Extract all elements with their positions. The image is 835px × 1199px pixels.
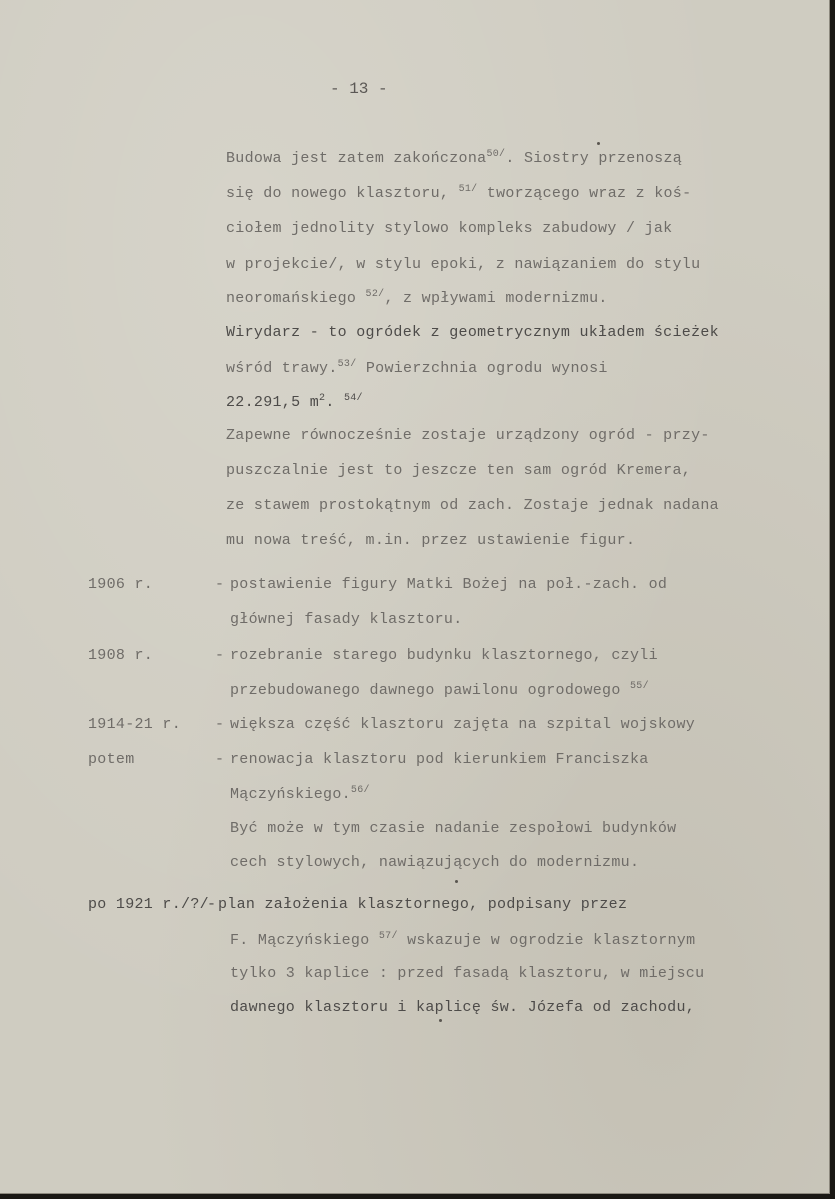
paragraph-2-line-2 [226,360,608,376]
chronology-line: Być może w tym czasie nadanie zespołowi budynków [230,820,677,837]
paragraph-3-line-4: mu nowa treść, m.in. przez ustawienie figur. [226,532,636,549]
paragraph-1-line-5 [226,290,608,306]
footnote-ref: 51/ [458,184,478,195]
text-fragment: tworzącego wraz z koś- [486,185,692,202]
footnote-ref: 56/ [350,785,370,796]
chronology-dash: - [207,896,217,913]
text-fragment: , z wpływami modernizmu. [384,290,608,307]
paragraph-1-line-4: w projekcie/, w stylu epoki, z nawiązaniem do stylu [226,256,701,273]
chronology-line: głównej fasady klasztoru. [230,611,463,628]
footnote-ref: 55/ [629,681,649,692]
text-fragment: F. Mączyńskiego [230,932,370,949]
paragraph-3-line-1: Zapewne równocześnie zostaje urządzony ogród - przy- [226,427,710,444]
paragraph-3-line-3: ze stawem prostokątnym od zach. Zostaje jednak nadana [226,497,719,514]
text-fragment: neoromańskiego [226,290,357,307]
paragraph-3-line-2: puszczalnie jest to jeszcze ten sam ogród Kremera, [226,462,692,479]
chronology-line: tylko 3 kaplice : przed fasadą klasztoru, w miejscu [230,965,705,982]
chronology-line: cech stylowych, nawiązujących do modernizmu. [230,854,640,871]
ink-speck [439,1019,442,1022]
chronology-dash: - [215,647,225,664]
text-fragment: przebudowanego dawnego pawilonu ogrodowego [230,682,621,699]
chronology-dash: - [215,751,225,768]
chronology-date: po 1921 r./?/ [88,896,209,913]
chronology-dash: - [215,576,225,593]
paragraph-1-line-3: ciołem jednolity stylowo kompleks zabudowy / jak [226,220,673,237]
footnote-ref: 50/ [486,149,506,160]
paragraph-2-line-3 [226,394,363,410]
paragraph-1-line-1 [226,150,682,166]
chronology-dash: - [215,716,225,733]
chronology-line: większa część klasztoru zajęta na szpital wojskowy [230,716,696,733]
chronology-line: renowacja klasztoru pod kierunkiem Franciszka [230,751,649,768]
chronology-line [230,682,649,698]
superscript: 2 [319,393,326,404]
paragraph-2-line-1: Wirydarz - to ogródek z geometrycznym układem ścieżek [226,324,719,341]
text-fragment: Mączyńskiego. [230,786,351,803]
paragraph-1-line-2 [226,185,691,201]
footnote-ref: 53/ [337,359,357,370]
text-fragment: Budowa jest zatem zakończona [226,150,487,167]
text-fragment: 22.291,5 m [226,394,320,411]
text-fragment: . Siostry przenoszą [505,150,683,167]
ink-speck [455,880,458,883]
chronology-line [230,932,695,948]
footnote-ref: 54/ [343,393,363,404]
footnote-ref: 57/ [378,931,398,942]
chronology-line: postawienie figury Matki Bożej na poł.-zach. od [230,576,668,593]
chronology-date: 1906 r. [88,576,154,593]
text-fragment: wskazuje w ogrodzie klasztornym [407,932,696,949]
page-number: - 13 - [330,80,388,98]
chronology-line: plan założenia klasztornego, podpisany przez [218,896,628,913]
chronology-date: 1914-21 r. [88,716,182,733]
chronology-line: dawnego klasztoru i kaplicę św. Józefa od zachodu, [230,999,696,1016]
chronology-line [230,786,370,802]
text-fragment: Powierzchnia ogrodu wynosi [365,360,608,377]
chronology-line: rozebranie starego budynku klasztornego, czyli [230,647,658,664]
footnote-ref: 52/ [365,289,385,300]
chronology-date: potem [88,751,135,768]
text-fragment: się do nowego klasztoru, [226,185,450,202]
text-fragment: . [325,394,335,411]
text-fragment: wśród trawy. [226,360,338,377]
chronology-date: 1908 r. [88,647,154,664]
ink-speck [597,142,600,145]
